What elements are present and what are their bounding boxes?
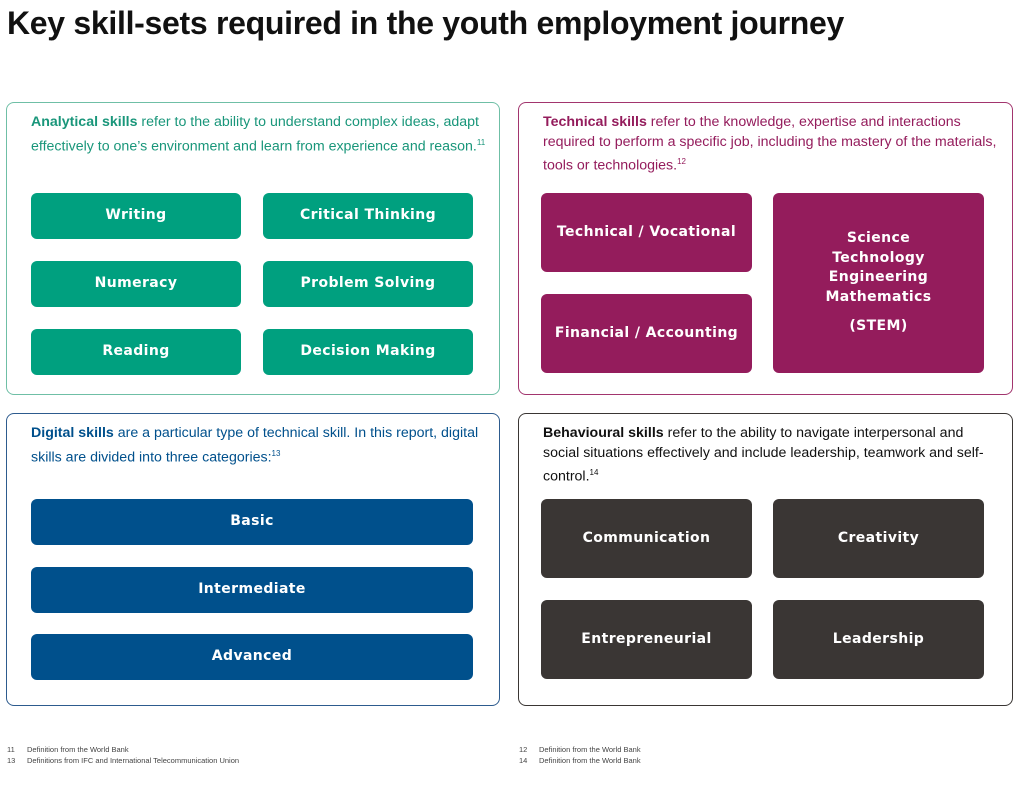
digital-text: are a particular type of technical skill. In this report, digital skills are divided into three categories: xyxy=(31,425,479,466)
skill-creativity: Creativity xyxy=(773,499,984,578)
skill-intermediate: Intermediate xyxy=(31,567,473,613)
skill-critical-thinking: Critical Thinking xyxy=(263,193,473,239)
footnote: 13 Definitions from IFC and International Telecommunication Union xyxy=(7,756,240,765)
analytical-heading: Analytical skills xyxy=(31,114,138,130)
technical-text: refer to the knowledge, expertise and interactions required to perform a specific job, including the mastery of the materials, tools or technologies. xyxy=(543,114,997,174)
footnote-ref: 12 xyxy=(677,157,686,166)
analytical-description xyxy=(31,113,491,157)
stem-line: Mathematics xyxy=(825,288,932,305)
skill-reading: Reading xyxy=(31,329,241,375)
technical-heading: Technical skills xyxy=(543,114,647,130)
skill-stem xyxy=(773,193,984,373)
page-title: Key skill-sets required in the youth employment journey xyxy=(7,5,845,41)
skill-writing: Writing xyxy=(31,193,241,239)
skill-decision-making: Decision Making xyxy=(263,329,473,375)
footnote-ref: 13 xyxy=(271,448,281,458)
stem-abbr: (STEM) xyxy=(849,318,908,335)
footnote: 12 Definition from the World Bank xyxy=(519,745,641,754)
footnote-ref: 11 xyxy=(476,137,486,147)
footnote-ref: 14 xyxy=(589,468,599,477)
technical-description xyxy=(543,113,1003,176)
digital-description xyxy=(31,424,491,468)
behavioural-description xyxy=(543,424,1003,487)
skill-basic: Basic xyxy=(31,499,473,545)
skill-problem-solving: Problem Solving xyxy=(263,261,473,307)
stem-line: Engineering xyxy=(828,269,929,286)
skill-financial-accounting: Financial / Accounting xyxy=(541,294,752,373)
skill-numeracy: Numeracy xyxy=(31,261,241,307)
stem-line: Technology xyxy=(832,249,925,266)
footnotes-left xyxy=(7,744,239,766)
skill-technical-vocational: Technical / Vocational xyxy=(541,193,752,272)
footnote: 11 Definition from the World Bank xyxy=(7,745,129,754)
footnotes-right xyxy=(519,744,641,766)
analytical-text: refer to the ability to understand complex ideas, adapt effectively to one’s environment and learn from experience and reason. xyxy=(31,114,479,155)
skill-entrepreneurial: Entrepreneurial xyxy=(541,600,752,679)
behavioural-heading: Behavioural skills xyxy=(543,425,664,441)
skill-communication: Communication xyxy=(541,499,752,578)
skill-leadership: Leadership xyxy=(773,600,984,679)
skill-advanced: Advanced xyxy=(31,634,473,680)
digital-heading: Digital skills xyxy=(31,425,114,441)
footnote: 14 Definition from the World Bank xyxy=(519,756,641,765)
stem-line: Science xyxy=(846,230,911,247)
behavioural-text: refer to the ability to navigate interpersonal and social situations effectively and include leadership, teamwork and self-control. xyxy=(543,425,984,485)
